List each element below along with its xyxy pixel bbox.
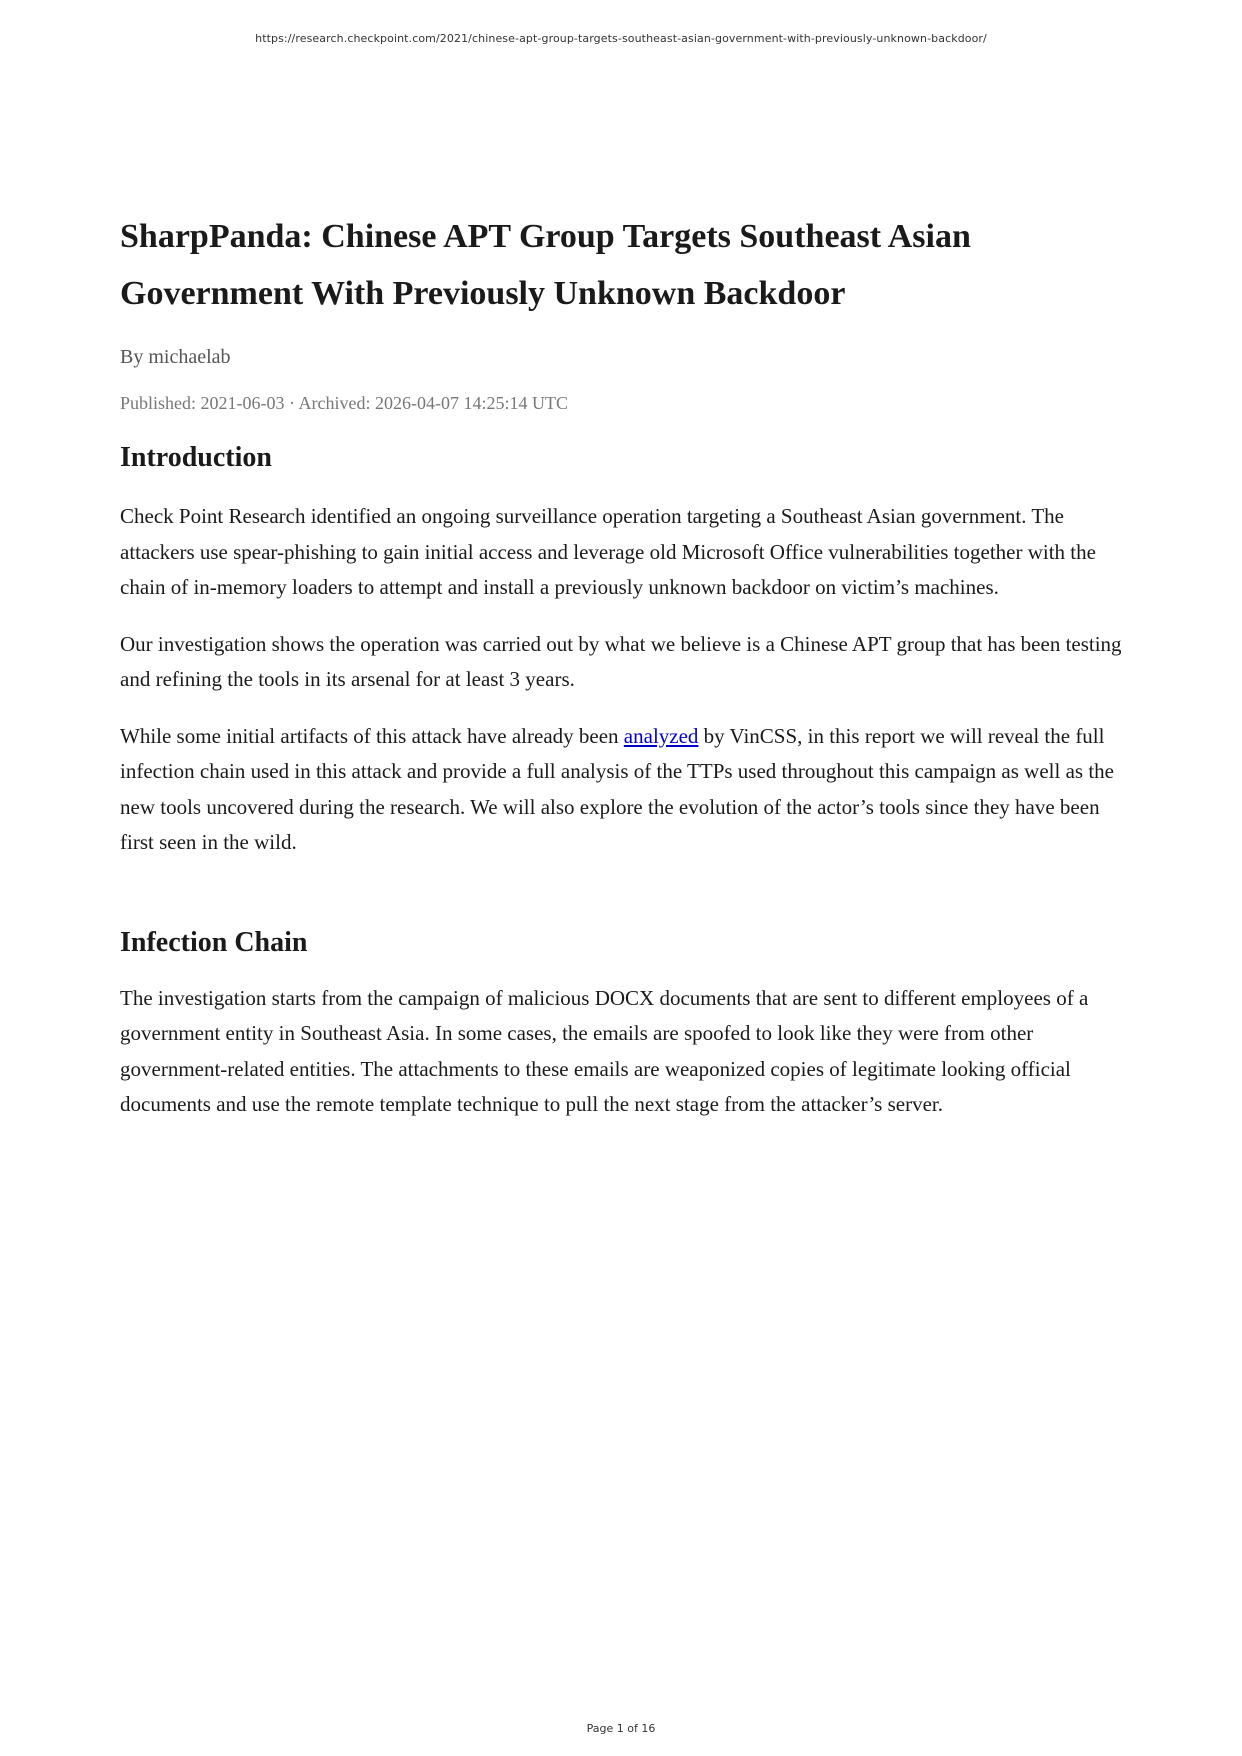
page-number: Page 1 of 16: [586, 1722, 656, 1735]
infection-chain-paragraph-1: The investigation starts from the campaign of malicious DOCX documents that are sent to different employees of a government entity in Southeast Asia. In some cases, the emails are spoofed to look like they were from other government-related entities. The attachments to these emails are weaponized copies of legitimate looking official documents and use the remote template technique to pull the next stage from the attacker’s server.: [120, 985, 1089, 1116]
intro-paragraph-3-text-after: by VinCSS, in this report we will reveal the full infection chain used in this attack and provide a full analysis of the TTPs used throughout this campaign as well as the new tools uncovered during the research. We will also explore the evolution of the actor’s tools since they have been first seen in the wild.: [120, 723, 1114, 854]
article: [120, 208, 1125, 1123]
intro-paragraph-3-text-before: While some initial artifacts of this attack have already been: [120, 723, 624, 748]
analyzed-link[interactable]: analyzed: [623, 723, 699, 748]
section-heading-introduction: Introduction: [120, 442, 272, 473]
article-byline: By michaelab: [120, 346, 231, 368]
article-published-date: Published: 2021-06-03 · Archived: 2026-04-07 14:25:14 UTC: [120, 393, 568, 413]
article-title: SharpPanda: Chinese APT Group Targets Southeast Asian Government With Previously Unknown Backdoor: [120, 218, 971, 312]
intro-paragraph-3: [120, 719, 1125, 861]
section-heading-infection-chain: Infection Chain: [120, 926, 308, 958]
page-url: https://research.checkpoint.com/2021/chinese-apt-group-targets-southeast-asian-government-with-previously-unknown-backdoor/: [255, 32, 987, 45]
intro-paragraph-2: Our investigation shows the operation was carried out by what we believe is a Chinese APT group that has been testing and refining the tools in its arsenal for at least 3 years.: [120, 631, 1122, 691]
intro-paragraph-1: Check Point Research identified an ongoing surveillance operation targeting a Southeast Asian government. The attackers use spear-phishing to gain initial access and leverage old Microsoft Office vulnerabilities together with the chain of in-memory loaders to attempt and install a previously unknown backdoor on victim’s machines.: [120, 504, 1096, 599]
